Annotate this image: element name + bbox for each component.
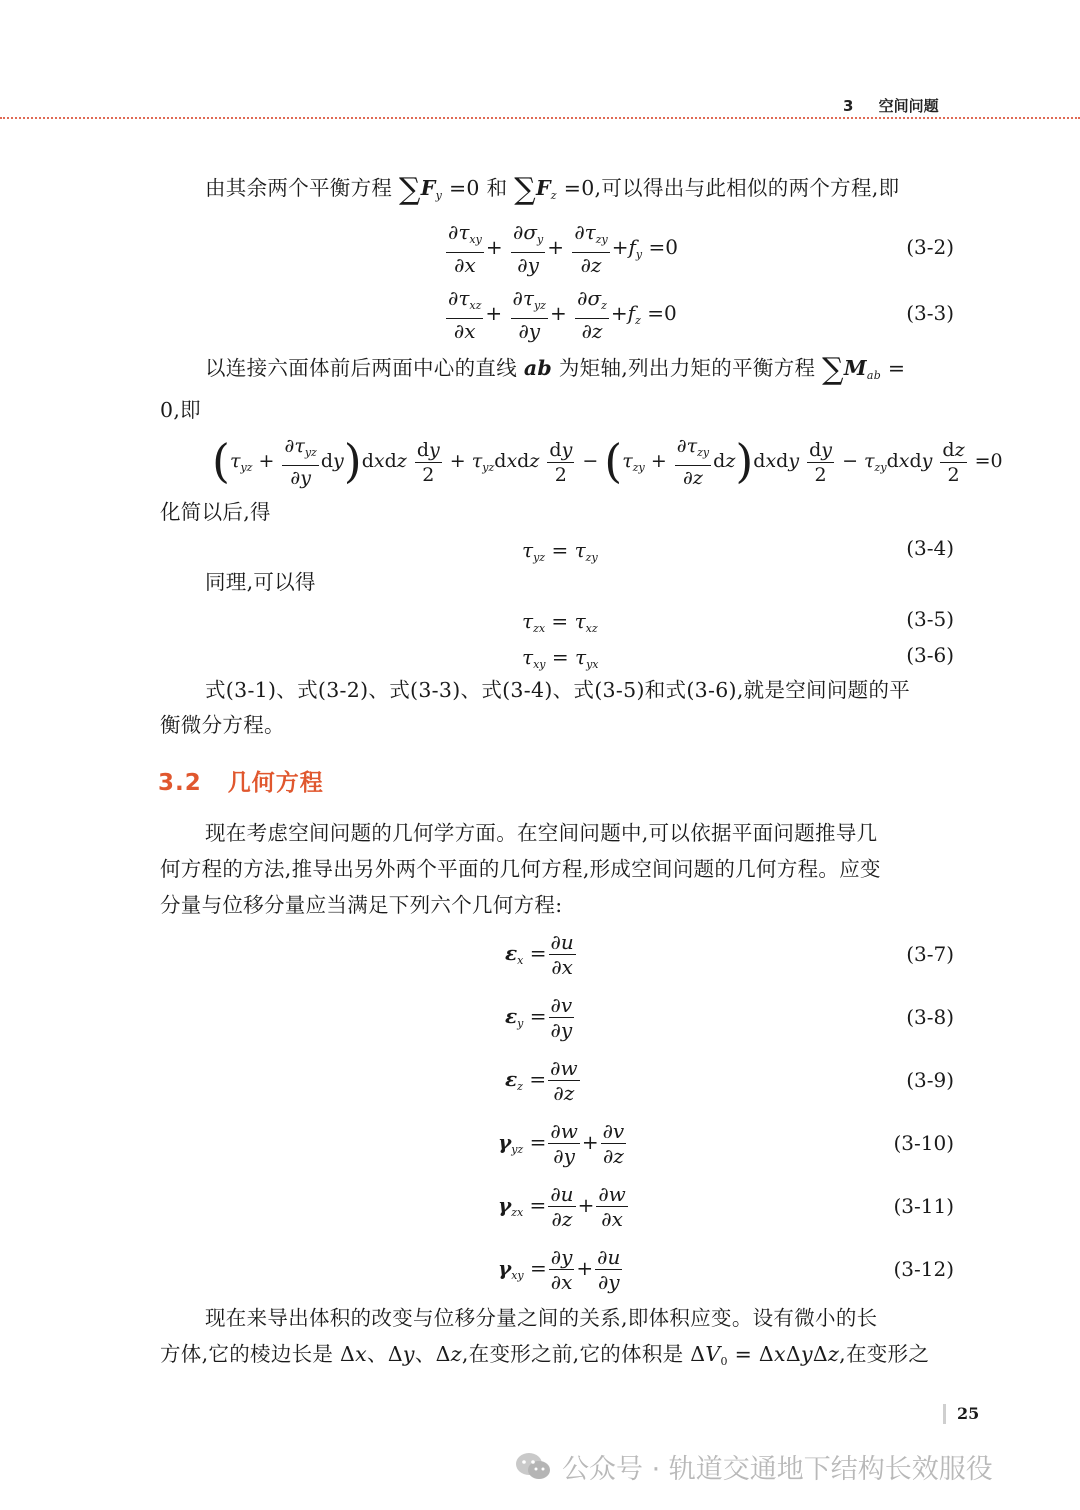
equation-3-9: $\varepsilon_z$ = $\frac{\partial w}{\partial z}$ [505, 1056, 578, 1105]
equation-number: (3-6) [906, 643, 954, 667]
equation-3-2: $\frac{\partial\tau_{xy}}{\partial x}$ + $\frac{\partial\sigma_y}{\partial y}$ + $\frac{\partial\tau_{zy}}{\partial z}$ $+f_y =0$ [448, 220, 678, 277]
paragraph-geometry-line3: 分量与位移分量应当满足下列六个几何方程: [160, 893, 563, 917]
section-title: 几何方程 [227, 770, 324, 796]
equation-number: (3-5) [906, 607, 954, 631]
equation-number: (3-12) [893, 1257, 954, 1281]
paragraph-volume-line2: 方体,它的棱边长是 Δx、Δy、Δz,在变形之前,它的体积是 $\Delta V_0 = \Delta x\Delta y\Delta z$,在变形之 [160, 1342, 930, 1368]
equation-3-8: $\varepsilon_y$ = $\frac{\partial v}{\partial y}$ [505, 993, 573, 1042]
equation-3-5: $\tau_{zx} = \tau_{xz}$ [522, 609, 598, 635]
watermark-text: 公众号 · 轨道交通地下结构长效服役 [562, 1454, 993, 1485]
section-heading [158, 764, 324, 797]
paragraph-geometry-line1: 现在考虑空间问题的几何学方面。在空间问题中,可以依据平面问题推导几 [205, 821, 878, 845]
equation-number: (3-11) [893, 1194, 954, 1218]
paragraph-similarly: 同理,可以得 [205, 570, 316, 594]
paragraph-summary-line1: 式(3-1)、式(3-2)、式(3-3)、式(3-4)、式(3-5)和式(3-6),就是空间问题的平 [205, 678, 911, 702]
equation-3-3: $\frac{\partial\tau_{xz}}{\partial x}$ + $\frac{\partial\tau_{yz}}{\partial y}$ + $\frac{\partial\sigma_z}{\partial z}$ $+f_z =0$ [448, 286, 677, 343]
running-header [843, 95, 939, 116]
equation-number: (3-8) [906, 1005, 954, 1029]
paragraph-moment-axis: 以连接六面体前后两面中心的直线 ab 为矩轴,列出力矩的平衡方程 $\sum M_{ab}$ = [205, 352, 906, 387]
page-number: 25 [957, 1404, 980, 1423]
paragraph-geometry-line2: 何方程的方法,推导出另外两个平面的几何方程,形成空间问题的几何方程。应变 [160, 857, 881, 881]
paragraph-summary-line2: 衡微分方程。 [160, 713, 285, 737]
equation-moment-balance: ($\tau_{yz}$ + $\frac{\partial\tau_{yz}}{\partial y}$ dy)dxdz $\frac{dy}{2}$ + $\tau_{yz}dxdz$ $\frac{dy}{2}$ − ($\tau_{zy}$ + $\frac{\partial\tau_{zy}}{\partial z}$ dz)dxdy $\frac{dy}{2}$ − $\tau_{zy}dxdy$ $\frac{dz}{2}$ =0 [212, 434, 1003, 489]
equation-3-11: $\gamma_{zx}$ = $\frac{\partial u}{\partial z}$ + $\frac{\partial w}{\partial x}$ [498, 1182, 626, 1231]
header-rule [0, 117, 1080, 119]
equation-number: (3-2) [906, 235, 954, 259]
wechat-icon [514, 1451, 552, 1481]
chapter-number: 3 [843, 97, 854, 115]
equation-number: (3-10) [893, 1131, 954, 1155]
equation-3-6: $\tau_{xy} = \tau_{yx}$ [522, 645, 599, 671]
equation-3-4: $\tau_{yz} = \tau_{zy}$ [522, 538, 598, 564]
equation-3-7: $\varepsilon_x$ = $\frac{\partial u}{\partial x}$ [505, 930, 574, 979]
equation-3-12: $\gamma_{xy}$ = $\frac{\partial y}{\partial x}$ + $\frac{\partial u}{\partial y}$ [498, 1245, 621, 1294]
equation-3-10: $\gamma_{yz}$ = $\frac{\partial w}{\partial y}$ + $\frac{\partial v}{\partial z}$ [498, 1119, 625, 1168]
equation-number: (3-3) [906, 301, 954, 325]
paragraph-balance-intro: 由其余两个平衡方程 $\sum F_y =0$ 和 $\sum F_z =0$,可以得出与此相似的两个方程,即 [205, 172, 900, 207]
page-number-bar [943, 1404, 946, 1424]
equation-number: (3-4) [906, 536, 954, 560]
chapter-title: 空间问题 [878, 97, 939, 115]
paragraph-moment-axis-cont: 0,即 [160, 398, 201, 422]
equation-number: (3-9) [906, 1068, 954, 1092]
section-number: 3.2 [158, 770, 202, 796]
paragraph-simplify: 化简以后,得 [160, 500, 271, 524]
paragraph-volume-line1: 现在来导出体积的改变与位移分量之间的关系,即体积应变。设有微小的长 [205, 1306, 878, 1330]
equation-number: (3-7) [906, 942, 954, 966]
